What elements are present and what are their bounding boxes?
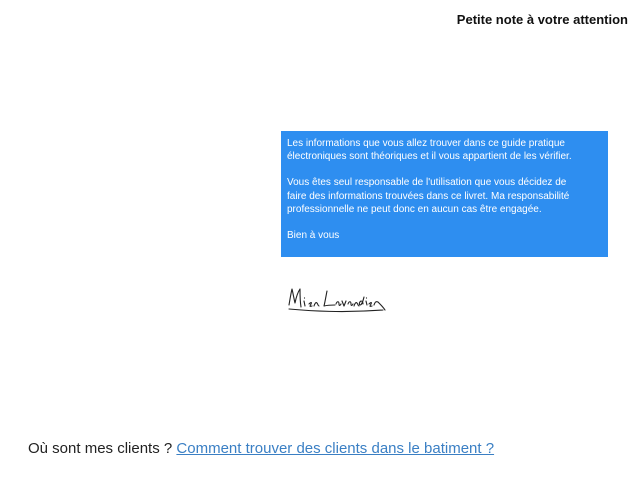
- page-title: Petite note à votre attention: [456, 12, 628, 27]
- note-paragraph-responsibility: Vous êtes seul responsable de l'utilisation que vous décidez de faire des informations trouvées dans ce livret. Ma responsabilité professionnelle ne peut donc en aucun cas être engagée.: [287, 177, 570, 215]
- next-chapter-link[interactable]: Comment trouver des clients dans le batiment ?: [176, 440, 495, 457]
- handwritten-signature: [287, 283, 387, 317]
- note-paragraph-info: Les informations que vous allez trouver dans ce guide pratique électroniques sont théoriques et il vous appartient de les vérifier.: [287, 138, 572, 163]
- footer-navigation: [28, 440, 494, 457]
- note-closing: Bien à vous: [287, 230, 340, 242]
- footer-question: Où sont mes clients ?: [28, 440, 177, 457]
- disclaimer-note-box: [281, 131, 608, 257]
